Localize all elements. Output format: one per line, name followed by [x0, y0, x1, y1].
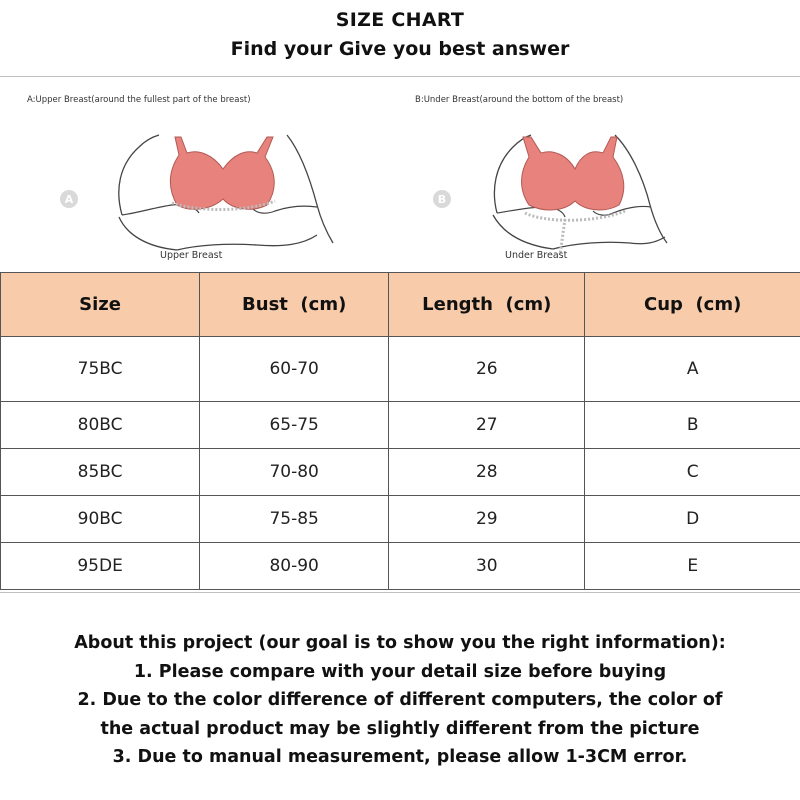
table-row [1, 402, 800, 449]
cell-length: 29 [389, 496, 585, 543]
illustration-label: Upper Breast [160, 250, 223, 261]
cell-size: 75BC [1, 337, 200, 402]
cell-cup: A [585, 337, 800, 402]
column-header-cup: Cup (cm) [585, 273, 800, 337]
illustration-caption: B:Under Breast(around the bottom of the breast) [415, 95, 624, 105]
illustration-label: Under Breast [505, 250, 568, 261]
cell-size: 85BC [1, 449, 200, 496]
column-header-bust: Bust (cm) [200, 273, 389, 337]
marker-a: A [64, 193, 74, 206]
notes-heading: About this project (our goal is to show you the right information): [74, 633, 726, 653]
cell-length: 28 [389, 449, 585, 496]
cell-cup: C [585, 449, 800, 496]
page-subtitle: Find your Give you best answer [230, 38, 570, 60]
illustration-under-breast [415, 95, 745, 265]
cell-length: 30 [389, 543, 585, 590]
column-header-size: Size [1, 273, 200, 337]
cell-size: 95DE [1, 543, 200, 590]
cell-size: 80BC [1, 402, 200, 449]
cell-length: 27 [389, 402, 585, 449]
bra-under-measure-illustration-icon [415, 95, 745, 265]
bra-upper-measure-illustration-icon [27, 95, 357, 265]
cell-cup: B [585, 402, 800, 449]
note-item: 2. Due to the color difference of different computers, the color of [77, 690, 723, 710]
divider [0, 76, 800, 77]
cell-bust: 65-75 [200, 402, 389, 449]
table-row [1, 543, 800, 590]
cell-bust: 60-70 [200, 337, 389, 402]
size-table [0, 272, 800, 590]
cell-size: 90BC [1, 496, 200, 543]
cell-cup: E [585, 543, 800, 590]
divider [0, 592, 800, 593]
note-item: the actual product may be slightly different from the picture [100, 718, 700, 739]
table-row [1, 337, 800, 402]
marker-b: B [437, 193, 447, 206]
column-header-length: Length (cm) [389, 273, 585, 337]
note-item: 1. Please compare with your detail size before buying [133, 661, 667, 682]
page-title: SIZE CHART [335, 9, 465, 31]
note-item: 3. Due to manual measurement, please allow 1-3CM error. [112, 747, 688, 767]
cell-bust: 70-80 [200, 449, 389, 496]
table-row [1, 449, 800, 496]
cell-cup: D [585, 496, 800, 543]
table-header-row [1, 273, 800, 337]
cell-bust: 80-90 [200, 543, 389, 590]
table-row [1, 496, 800, 543]
cell-length: 26 [389, 337, 585, 402]
notes-section [0, 629, 800, 772]
illustration-upper-breast [27, 95, 357, 265]
cell-bust: 75-85 [200, 496, 389, 543]
size-chart-header [0, 0, 800, 76]
illustration-caption: A:Upper Breast(around the fullest part of the breast) [27, 95, 251, 105]
